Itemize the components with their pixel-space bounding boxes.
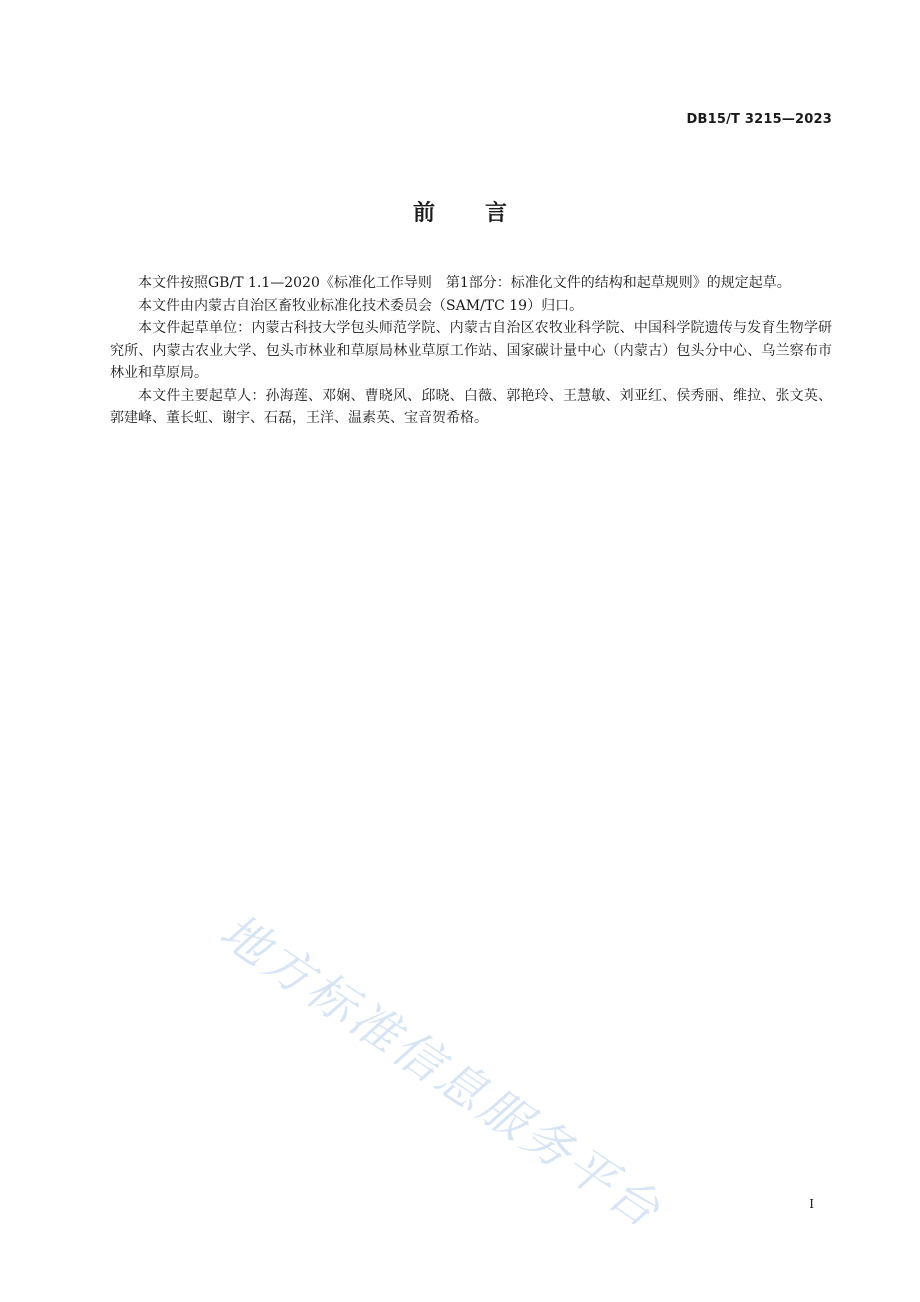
paragraph-drafters: 本文件主要起草人：孙海莲、邓娴、曹晓风、邱晓、白薇、郭艳玲、王慧敏、刘亚红、侯秀丽、维拉、张文英、郭建峰、董长虹、谢宇、石磊，王洋、温素英、宝音贺希格。 (110, 387, 832, 426)
page-title: 前言 (412, 201, 557, 226)
watermark: 地方标准信息服务平台 (209, 903, 673, 1241)
paragraph-committee: 本文件由内蒙古自治区畜牧业标准化技术委员会（SAM/TC 19）归口。 (138, 297, 584, 314)
page-number: I (809, 1197, 814, 1211)
document-code: DB15/T 3215—2023 (686, 112, 832, 127)
paragraph-drafting-units: 本文件起草单位：内蒙古科技大学包头师范学院、内蒙古自治区农牧业科学院、中国科学院遗传与发育生物学研究所、内蒙古农业大学、包头市林业和草原局林业草原工作站、国家碳计量中心（内蒙古）包头分中心、乌兰察布市林业和草原局。 (110, 320, 832, 381)
preface-body (110, 272, 832, 430)
paragraph-drafting-rules: 本文件按照GB/T 1.1—2020《标准化工作导则 第1部分：标准化文件的结构和起草规则》的规定起草。 (138, 275, 791, 291)
